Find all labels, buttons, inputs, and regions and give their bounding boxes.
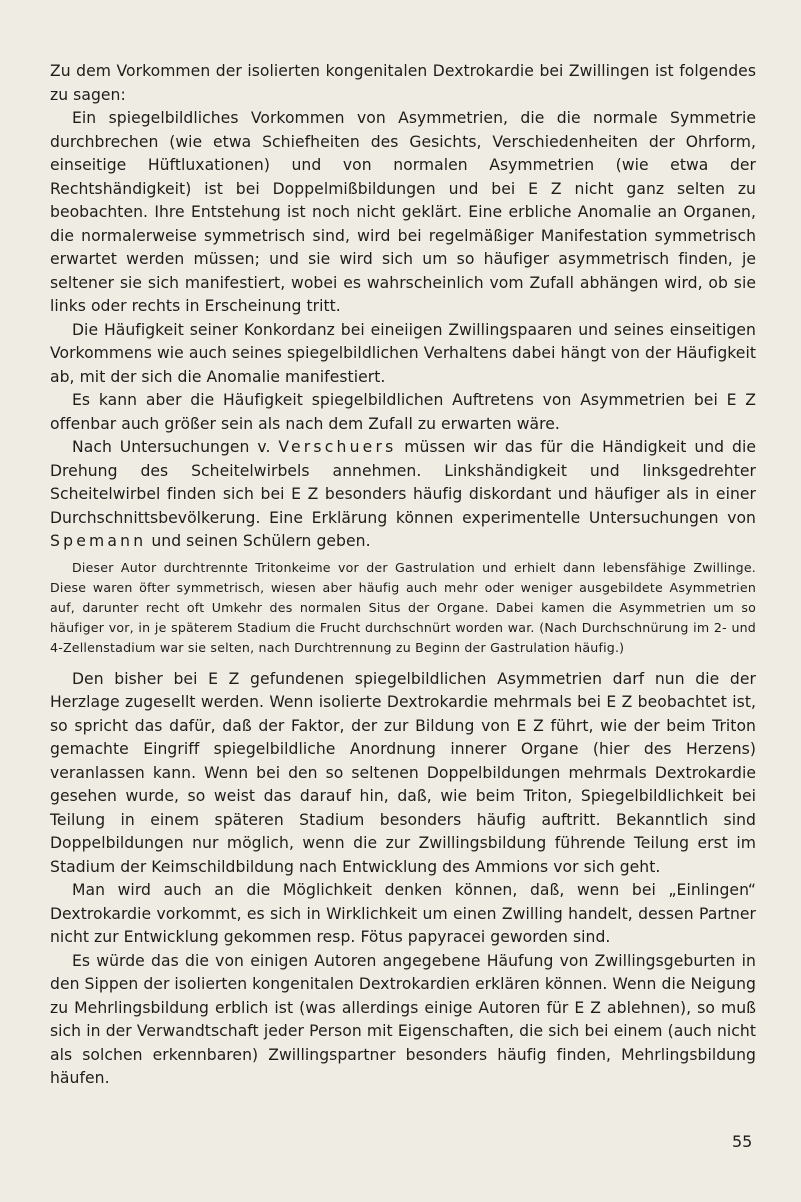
paragraph-heart-position: Den bisher bei E Z gefundenen spiegelbildlichen Asymmetrien darf nun die der Herzlage zugesellt werden. Wenn isolierte Dextrokardie mehrmals bei E Z beobachtet ist, so spricht das dafür, daß der Faktor, der zur Bildung von E Z führt, wie der beim Triton gemachte Eingriff spiegelbildliche Anordnung innerer Organe (hier des Herzens) veranlassen kann. Wenn bei den so seltenen Doppelbildungen mehrmals Dextrokardie gesehen wurde, so weist das darauf hin, daß, wie beim Triton, Spiegelbildlichkeit bei Teilung in einem späteren Stadium besonders häufig auftritt. Bekanntlich sind Doppelbildungen nur möglich, wenn die zur Zwillingsbildung führende Teilung erst im Stadium der Keimschildbildung nach Entwicklung des Ammions vor sich geht.	[50, 669, 756, 876]
paragraph-singletons: Man wird auch an die Möglichkeit denken können, daß, wenn bei „Einlingen“ Dextrokardie vorkommt, es sich in Wirklichkeit um einen Zwilling handelt, dessen Partner nicht zur Entwicklung gekommen resp. Fötus papyracei geworden sind.	[50, 881, 756, 946]
text-run: Nach Untersuchungen v.	[72, 438, 271, 456]
paragraph-asymmetry: Ein spiegelbildliches Vorkommen von Asymmetrien, die die normale Symmetrie durchbrechen (wie etwa Schiefheiten des Gesichts, Verschiedenheiten der Ohrform, einseitige Hüftluxationen) und von normalen Asymmetrien (wie etwa der Rechtshändigkeit) ist bei Doppelmißbildungen und bei E Z nicht ganz selten zu beobachten. Ihre Entstehung ist noch nicht geklärt. Eine erbliche Anomalie an Organen, die normalerweise symmetrisch sind, wird bei regelmäßiger Manifestation symmetrisch erwartet werden müssen; und sie wird sich um so häufiger asymmetrisch finden, je seltener sie sich manifestiert, wobei es wahrscheinlich vom Zufall abhängen wird, ob sie links oder rechts in Erscheinung tritt.	[50, 109, 756, 315]
author-name-spemann: Spemann	[50, 532, 147, 550]
text-run: und seinen Schülern geben.	[151, 532, 371, 550]
body-text	[50, 60, 756, 1091]
paragraph-concordance: Die Häufigkeit seiner Konkordanz bei eineiigen Zwillingspaaren und seines einseitigen Vorkommens wie auch seines spiegelbildlichen Verhaltens dabei hängt von der Häufigkeit ab, mit der sich die Anomalie manifestiert.	[50, 320, 756, 386]
paragraph-verschuer	[50, 436, 756, 554]
author-name-verschuer: Verschuers	[278, 438, 397, 456]
paragraph-multiple-births: Es würde das die von einigen Autoren angegebene Häufung von Zwillingsgeburten in den Sippen der isolierten kongenitalen Dextrokardien erklären können. Wenn die Neigung zu Mehrlingsbildung erblich ist (was allerdings einige Autoren für E Z ablehnen), so muß sich in der Verwandtschaft jeder Person mit Eigenschaften, die sich bei einem (auch nicht als solchen erkennbaren) Zwillingspartner besonders häufig finden, Mehrlingsbildung häufen.	[50, 951, 756, 1087]
text-run: müssen wir das für die Händigkeit und die Drehung des Scheitelwirbels annehmen. Linkshändigkeit und linksgedrehter Scheitelwirbel finden sich bei E Z besonders häufig diskordant und häufiger als in einer Durchschnittsbevölkerung. Eine Erklärung können experimentelle Untersuchungen von	[50, 438, 756, 527]
small-print-paragraph: Dieser Autor durchtrennte Tritonkeime vor der Gastrulation und erhielt dann lebensfähige Zwillinge. Diese waren öfter symmetrisch, wiesen aber häufig auch mehr oder weniger ausgebildete Asymmetrien auf, darunter recht oft Umkehr des normalen Situs der Organe. Dabei kamen die Asymmetrien um so häufiger vor, in je späterem Stadium die Frucht durchschnürt worden war. (Nach Durchschnürung im 2- und 4-Zellenstadium war sie selten, nach Durchtrennung zu Beginn der Gastrulation häufig.)	[50, 559, 756, 655]
paragraph-frequency: Es kann aber die Häufigkeit spiegelbildlichen Auftretens von Asymmetrien bei E Z offenbar auch größer sein als nach dem Zufall zu erwarten wäre.	[50, 391, 756, 433]
page-number: 55	[732, 1132, 753, 1151]
paragraph-intro: Zu dem Vorkommen der isolierten kongenitalen Dextrokardie bei Zwillingen ist folgendes zu sagen:	[50, 62, 756, 104]
